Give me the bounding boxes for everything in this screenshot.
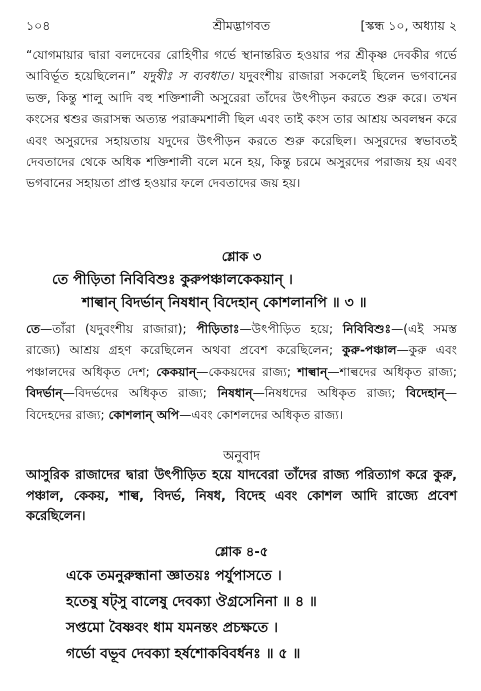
synonym-word: পীড়িতাঃ <box>196 322 240 336</box>
synonym-word: কুরু-পঞ্চাল <box>342 343 397 358</box>
purport-paragraph <box>26 45 457 195</box>
synonym-word: নিবিবিশুঃ <box>342 322 392 336</box>
synonym-meaning: —উৎপীড়িত হয়ে; <box>239 322 343 336</box>
synonym-word: কোশলান্ অপি <box>108 407 180 422</box>
synonym-meaning: —শাল্বদের অধিকৃত রাজ্য; <box>327 364 457 379</box>
synonym-meaning: —বিদেহদের রাজ্য; <box>26 386 457 422</box>
synonyms-paragraph <box>26 319 457 426</box>
sloka-4-5-line-4: গর্ভো বভূব দেবক্যা হর্ষশোকবিবর্ধনঃ ॥ ৫ ॥ <box>66 646 301 662</box>
synonym-meaning: —কেকয়দের রাজ্য; <box>196 364 298 379</box>
chapter-reference: [স্কন্ধ ১০, অধ্যায় ২ <box>360 18 457 33</box>
synonym-word: বিদেহান্ <box>406 386 445 401</box>
sloka-4-5-line-1: একে তমনুরুন্ধানা জ্ঞাতয়ঃ পর্যুপাসতে । <box>66 568 282 584</box>
purport-sanskrit-citation: যদুষীঃ স ব্যবধাত। <box>142 69 234 84</box>
synonym-meaning: —(এই সমস্ত রাজ্যে) আশ্রয় গ্রহণ করেছিলেন অথবা প্রবেশ করেছিলেন; <box>26 322 457 358</box>
synonym-word: শাল্বান্ <box>297 364 328 379</box>
purport-quote: “যোগমায়ার দ্বারা বলদেবের রোহিণীর গর্ভে স্থানান্তরিত হওয়ার পর শ্রীকৃষ্ণ দেবকীর গর্ভে আবির্ভূত হয়েছিলেন।” <box>26 48 457 84</box>
translation-heading: অনুবাদ <box>223 449 260 464</box>
sloka-3-label: শ্লোক ৩ <box>221 250 262 265</box>
translation-heading-row <box>26 447 457 465</box>
sloka-3-line-1: তে পীড়িতা নিবিবিশুঃ কুরুপঞ্চালকেকয়ান্ । <box>52 272 293 288</box>
page-number: ১০৪ <box>26 18 51 33</box>
sloka-4-5-line-3: সপ্তমো বৈষ্ণবং ধাম যমনন্তং প্রচক্ষতে । <box>66 620 279 636</box>
sloka-3-line-2: শাল্বান্ বিদর্ভান্ নিষধান্ বিদেহান্ কোশলানপি ॥ ৩ ॥ <box>82 295 367 311</box>
running-title: শ্রীমদ্ভাগবত <box>212 18 271 33</box>
purport-text: যদুবংশীয় রাজারা সকলেই ছিলেন ভগবানের ভক্ত, কিন্তু শালু আদি বহু শক্তিশালী অসুরেরা তাঁদের উৎপীড়ন করতে শুরু করে। তখন কংসের শ্বশুর জরাসন্ধ অত্যন্ত পরাক্রমশালী ছিল এবং তাই কংস তার আশ্রয় অবলম্বন করে এবং অসুরদের সহায়তায় যদুদের উৎপীড়ন করতে শুরু করেছিল। অসুরদের স্বভাবতই দেবতাদের থেকে অধিক শক্তিশালী বলে মনে হয়, কিন্তু চরমে অসুরদের পরাজয় হয় এবং ভগবানের সহায়তা প্রাপ্ত হওয়ার ফলে দেবতাদের জয় হয়। <box>26 69 458 191</box>
synonym-meaning: —তাঁরা (যদুবংশীয় রাজারা); <box>40 322 197 336</box>
synonym-word: তে <box>26 322 41 336</box>
translation-paragraph: আসুরিক রাজাদের দ্বারা উৎপীড়িত হয়ে যাদবেরা তাঁদের রাজ্য পরিত্যাগ করে কুরু, পঞ্চাল, কেকয়, শাল্ব, বিদর্ভ, নিষধ, বিদেহ এবং কোশল আদি রাজ্যে প্রবেশ করেছিলেন। <box>26 468 457 524</box>
synonym-meaning: —কুরু এবং পঞ্চালদের অধিকৃত দেশ; <box>26 343 457 379</box>
sloka-4-5 <box>26 543 457 673</box>
synonym-meaning: —নিষধদের অধিকৃত রাজ্য; <box>252 386 407 401</box>
synonym-word: নিষধান্ <box>217 386 253 401</box>
sloka-4-5-line-2: হতেষু ষট্সু বালেষু দেবক্যা ঔগ্রসেনিনা ॥ ৪ ॥ <box>66 594 317 610</box>
synonym-word: বিদর্ভান্ <box>26 386 63 401</box>
synonym-meaning: —এবং কোশলদের অধিকৃত রাজ্য। <box>179 407 344 422</box>
synonym-word: কেকয়ান্ <box>156 364 197 379</box>
synonym-meaning: —বিদর্ভদের অধিকৃত রাজ্য; <box>62 386 218 401</box>
sloka-4-5-label: শ্লোক ৪-৫ <box>214 545 269 560</box>
sloka-3 <box>26 248 457 314</box>
page-header <box>26 18 457 38</box>
